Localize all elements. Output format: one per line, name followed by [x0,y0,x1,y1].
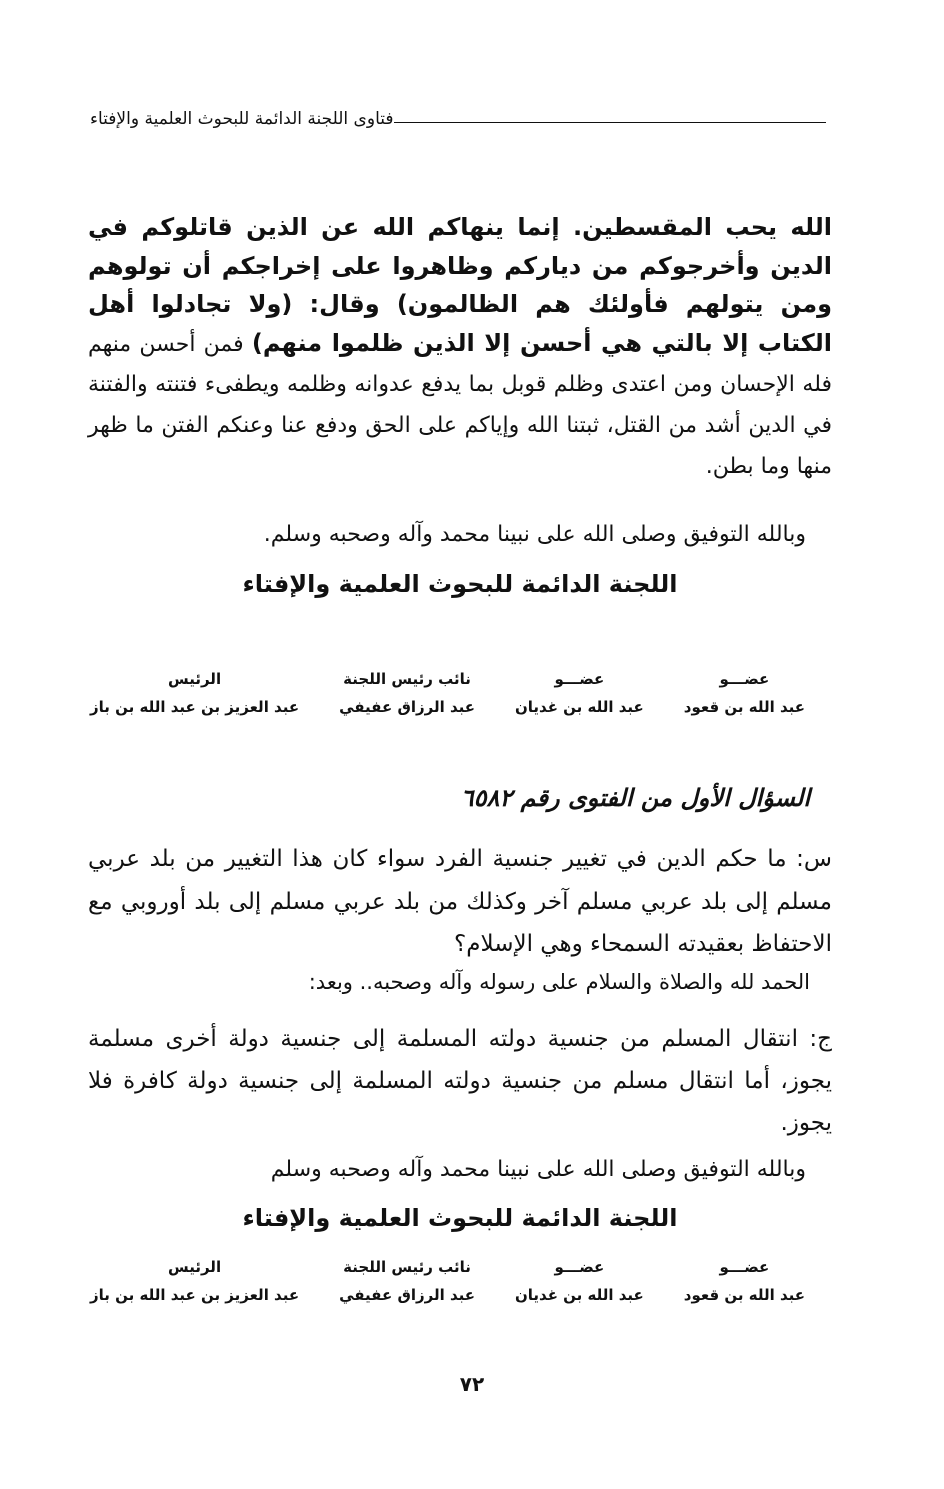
fatwa2-signatures [90,1258,805,1304]
signatory-name: عبد الله بن غديان [514,1286,644,1304]
signatory [90,670,299,716]
signatory-name: عبد العزيز بن عبد الله بن باز [90,698,300,716]
signatory-role: عضـــو [719,1258,770,1276]
signatory-role: عضـــو [554,670,605,688]
signatory-name: عبد الله بن قعود [683,698,805,716]
signatory-role: نائب رئيس اللجنة [343,1258,471,1276]
signatory [339,670,475,716]
signatory-role: الرئيس [168,670,222,688]
fatwa1-plain-text: فمن أحسن منهم فله الإحسان ومن اعتدى وظلم قوبل بما يدفع عدوانه وظلمه ويطفىء فتنته والفتنة في الدين أشد من القتل، ثبتنا الله وإياكم على الحق ودفع عنا وعنكم الفتن ما ظهر منها وما بطن. [88,331,832,479]
fatwa1-committee: اللجنة الدائمة للبحوث العلمية والإفتاء [242,570,678,598]
signatory [90,1258,299,1304]
page-number: ٧٢ [459,1372,485,1396]
fatwa2-committee: اللجنة الدائمة للبحوث العلمية والإفتاء [242,1204,678,1232]
header-rule [394,122,826,123]
signatory [684,1258,805,1304]
signatory-name: عبد الله بن قعود [683,1286,805,1304]
signatory-role: عضـــو [554,1258,605,1276]
signatory [515,1258,644,1304]
running-header [90,104,830,134]
answer-paragraph: ج: انتقال المسلم من جنسية دولته المسلمة إلى جنسية دولة أخرى مسلمة يجوز، أما انتقال مسلم من جنسية دولته المسلمة إلى جنسية دولة كافرة فلا يجوز. [88,1026,832,1136]
fatwa2-closing: وبالله التوفيق وصلى الله على نبينا محمد وآله وصحبه وسلم [270,1157,806,1182]
signatory-name: عبد الرزاق عفيفي [339,698,475,716]
signatory-name: عبد العزيز بن عبد الله بن باز [90,1286,300,1304]
signatory [515,670,644,716]
fatwa1-signatures [90,670,805,716]
fatwa1-paragraph [88,208,832,486]
signatory [684,670,805,716]
running-title: فتاوى اللجنة الدائمة للبحوث العلمية والإفتاء [90,109,394,129]
question-heading: السؤال الأول من الفتوى رقم ٦٥٨٢ [460,784,810,812]
signatory [339,1258,475,1304]
question-paragraph: س: ما حكم الدين في تغيير جنسية الفرد سواء كان هذا التغيير من بلد عربي مسلم إلى بلد عربي مسلم آخر وكذلك من بلد عربي مسلم إلى بلد أوروبي مع الاحتفاظ بعقيدته السمحاء وهي الإسلام؟ [88,846,832,957]
fatwa1-quran-text: الله يحب المقسطين. إنما ينهاكم الله عن الذين قاتلوكم في الدين وأخرجوكم من دياركم وظاهروا على إخراجكم أن تولوهم ومن يتولهم فأولئك هم الظالمون) وقال: (ولا تجادلوا أهل الكتاب إلا بالتي هي أحسن إلا الذين ظلموا منهم) [88,213,832,357]
praise-line: الحمد لله والصلاة والسلام على رسوله وآله وصحبه.. وبعد: [308,970,810,994]
fatwa1-closing: وبالله التوفيق وصلى الله على نبينا محمد وآله وصحبه وسلم. [263,522,806,547]
signatory-name: عبد الرزاق عفيفي [339,1286,475,1304]
signatory-role: الرئيس [168,1258,222,1276]
signatory-name: عبد الله بن غديان [514,698,644,716]
signatory-role: عضـــو [719,670,770,688]
signatory-role: نائب رئيس اللجنة [343,670,471,688]
